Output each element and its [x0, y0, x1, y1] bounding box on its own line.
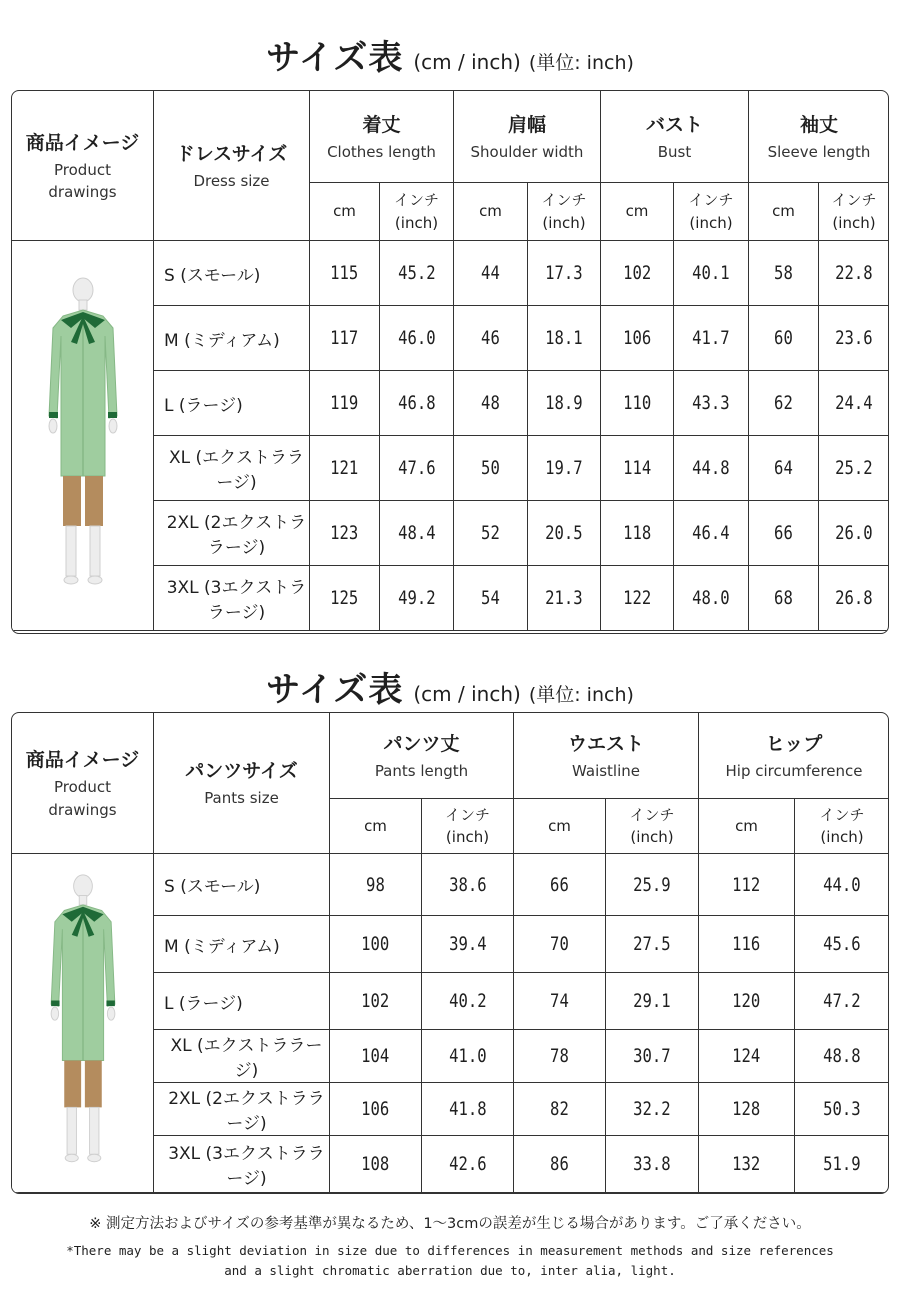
- value: 120: [732, 990, 761, 1012]
- value-cell: [310, 306, 380, 371]
- value: 45.2: [397, 262, 436, 284]
- value-cell: [749, 371, 819, 436]
- header-jp: ヒップ: [765, 732, 823, 755]
- value-cell: [795, 854, 889, 916]
- value-cell: [674, 566, 749, 631]
- value: 44.8: [692, 457, 730, 479]
- value: 102: [622, 262, 652, 284]
- size-label-cell: [154, 973, 330, 1030]
- value-cell: [454, 501, 528, 566]
- value-cell: [674, 306, 749, 371]
- value: 23.6: [835, 327, 873, 349]
- value: 26.8: [835, 587, 873, 609]
- value-cell: [749, 436, 819, 501]
- value-cell: [422, 916, 514, 973]
- value: 50.3: [823, 1098, 861, 1120]
- value-cell: [310, 436, 380, 501]
- size-label-cell: [154, 306, 310, 371]
- unit-cm: cm: [333, 202, 356, 221]
- value: 106: [622, 327, 652, 349]
- value-cell: [749, 241, 819, 306]
- value-cell: [795, 973, 889, 1030]
- unit-cm: cm: [625, 202, 649, 221]
- value-cell: [749, 306, 819, 371]
- title-main: サイズ表: [266, 670, 404, 710]
- header-size: [154, 91, 310, 241]
- header-jp: パンツ丈: [383, 732, 460, 755]
- value-cell: [380, 241, 454, 306]
- value: 25.9: [633, 873, 671, 896]
- value-cell: [454, 241, 528, 306]
- value: 125: [330, 587, 359, 609]
- value: 82: [550, 1098, 569, 1120]
- size-label-cell: [154, 566, 310, 631]
- unit-inch-en: (inch): [394, 213, 439, 232]
- value-cell: [795, 916, 889, 973]
- size-label: M (ミディアム): [164, 330, 280, 351]
- header-jp: 着丈: [362, 113, 401, 136]
- unit-cm: cm: [364, 816, 387, 835]
- product-image: [33, 276, 133, 596]
- size-chart-title-2: [0, 662, 900, 711]
- header-jp: パンツサイズ: [185, 760, 298, 783]
- value-cell: [380, 371, 454, 436]
- value-cell: [674, 241, 749, 306]
- value-cell: [330, 1030, 422, 1083]
- size-label: 3XL (3エクストララージ): [168, 1144, 325, 1189]
- header-en: drawings: [48, 800, 117, 819]
- value: 64: [774, 457, 793, 479]
- value-cell: [528, 566, 601, 631]
- header-measure-1: [514, 713, 699, 799]
- value-cell: [601, 436, 674, 501]
- value-cell: [310, 566, 380, 631]
- dress-size-table: [11, 90, 889, 634]
- header-jp: 袖丈: [799, 113, 838, 136]
- value-cell: [528, 501, 601, 566]
- header-jp: バスト: [645, 113, 703, 136]
- value-cell: [606, 916, 699, 973]
- value: 115: [330, 262, 359, 284]
- header-measure-0: [310, 91, 454, 183]
- size-label: XL (エクストララージ): [169, 448, 304, 493]
- unit-inch-en: (inch): [820, 828, 864, 846]
- value-cell: [819, 566, 889, 631]
- product-image-cell: [12, 854, 154, 1193]
- value: 49.2: [397, 587, 436, 609]
- size-label: L (ラージ): [164, 395, 243, 416]
- value: 44: [481, 262, 500, 284]
- value-cell: [601, 566, 674, 631]
- value-cell: [422, 1083, 514, 1136]
- value: 108: [361, 1153, 390, 1175]
- value-cell: [310, 241, 380, 306]
- value-cell: [749, 501, 819, 566]
- value-cell: [699, 1136, 795, 1193]
- value-cell: [601, 241, 674, 306]
- header-en: Pants size: [204, 789, 279, 808]
- header-unit-inch: [674, 183, 749, 241]
- value: 33.8: [633, 1153, 671, 1175]
- unit-inch-en: (inch): [542, 213, 586, 232]
- header-measure-2: [601, 91, 749, 183]
- value: 17.3: [545, 262, 583, 284]
- value: 47.6: [397, 457, 436, 479]
- value: 26.0: [835, 522, 873, 544]
- value-cell: [514, 1083, 606, 1136]
- value: 102: [361, 990, 390, 1012]
- value: 48.8: [823, 1045, 861, 1067]
- size-label: 3XL (3エクストララージ): [166, 578, 307, 623]
- unit-inch-jp: インチ: [393, 191, 439, 209]
- value: 20.5: [545, 522, 583, 544]
- value-cell: [514, 1030, 606, 1083]
- header-unit-cm: [514, 799, 606, 854]
- value-cell: [514, 973, 606, 1030]
- value-cell: [699, 1083, 795, 1136]
- value: 48: [481, 392, 500, 414]
- value: 132: [732, 1153, 761, 1175]
- product-image-cell: [12, 241, 154, 631]
- value-cell: [422, 973, 514, 1030]
- value-cell: [601, 501, 674, 566]
- value: 124: [732, 1045, 761, 1067]
- value: 29.1: [633, 990, 671, 1012]
- value-cell: [454, 306, 528, 371]
- value-cell: [699, 973, 795, 1030]
- value-cell: [528, 371, 601, 436]
- value-cell: [819, 306, 889, 371]
- value-cell: [795, 1030, 889, 1083]
- product-image: [33, 873, 133, 1173]
- size-label-cell: [154, 916, 330, 973]
- title-main: サイズ表: [266, 38, 404, 78]
- header-jp: 肩幅: [507, 113, 546, 136]
- value-cell: [674, 436, 749, 501]
- value-cell: [699, 1030, 795, 1083]
- value: 46: [481, 327, 500, 349]
- value-cell: [749, 566, 819, 631]
- value: 98: [366, 873, 385, 896]
- value: 41.7: [692, 327, 730, 349]
- value: 42.6: [448, 1153, 487, 1175]
- value-cell: [514, 1136, 606, 1193]
- header-jp: 商品イメージ: [25, 131, 140, 154]
- value-cell: [795, 1136, 889, 1193]
- header-measure-0: [330, 713, 514, 799]
- value: 118: [622, 522, 652, 544]
- value-cell: [330, 973, 422, 1030]
- header-size: [154, 713, 330, 854]
- value-cell: [528, 241, 601, 306]
- value: 48.4: [397, 522, 436, 544]
- title-unit: (cm / inch): [413, 50, 521, 74]
- header-unit-inch: [422, 799, 514, 854]
- size-label-cell: [154, 371, 310, 436]
- title-unit-note: (単位: inch): [528, 52, 634, 74]
- value: 43.3: [692, 392, 730, 414]
- value-cell: [422, 854, 514, 916]
- header-unit-cm: [310, 183, 380, 241]
- value-cell: [454, 566, 528, 631]
- value: 18.9: [545, 392, 583, 414]
- value: 21.3: [545, 587, 583, 609]
- value: 106: [361, 1098, 390, 1120]
- header-unit-cm: [749, 183, 819, 241]
- value-cell: [795, 1083, 889, 1136]
- unit-inch-en: (inch): [689, 213, 733, 232]
- value: 41.8: [448, 1098, 487, 1120]
- value: 100: [361, 933, 390, 955]
- header-unit-cm: [454, 183, 528, 241]
- value: 112: [732, 873, 761, 896]
- value: 128: [732, 1098, 761, 1120]
- header-unit-cm: [601, 183, 674, 241]
- size-label-cell: [154, 1030, 330, 1083]
- unit-inch-jp: インチ: [688, 191, 734, 209]
- value: 22.8: [835, 262, 873, 284]
- header-en: Sleeve length: [767, 142, 871, 161]
- header-jp: 商品イメージ: [25, 749, 140, 771]
- size-chart-title-1: [0, 30, 900, 79]
- value-cell: [601, 371, 674, 436]
- value: 32.2: [633, 1098, 671, 1120]
- value-cell: [310, 371, 380, 436]
- disclaimer-en: [0, 1241, 900, 1281]
- value: 58: [774, 262, 793, 284]
- value-cell: [330, 916, 422, 973]
- value: 66: [774, 522, 793, 544]
- value-cell: [528, 306, 601, 371]
- header-unit-inch: [528, 183, 601, 241]
- unit-cm: cm: [772, 202, 795, 221]
- value: 25.2: [835, 457, 873, 479]
- value: 121: [330, 457, 359, 479]
- header-product-drawings: [12, 91, 154, 241]
- value-cell: [674, 371, 749, 436]
- value: 24.4: [835, 392, 873, 414]
- size-label: L (ラージ): [164, 993, 243, 1014]
- value-cell: [380, 306, 454, 371]
- value: 52: [481, 522, 500, 544]
- size-label-cell: [154, 436, 310, 501]
- size-label: S (スモール): [164, 877, 261, 897]
- value: 46.8: [397, 392, 436, 414]
- header-jp: ドレスサイズ: [175, 142, 288, 165]
- value-cell: [528, 436, 601, 501]
- header-jp: ウエスト: [567, 732, 644, 755]
- header-en: Dress size: [193, 171, 270, 190]
- value: 41.0: [448, 1045, 487, 1067]
- value-cell: [454, 436, 528, 501]
- value-cell: [330, 1136, 422, 1193]
- value: 19.7: [545, 457, 583, 479]
- value-cell: [422, 1030, 514, 1083]
- unit-inch-jp: インチ: [831, 191, 877, 209]
- value: 104: [361, 1045, 390, 1067]
- value: 119: [330, 392, 359, 414]
- pants-size-table: [11, 712, 889, 1194]
- header-unit-cm: [699, 799, 795, 854]
- title-unit: (cm / inch): [413, 682, 521, 706]
- header-en: Shoulder width: [470, 142, 584, 161]
- value: 38.6: [448, 873, 487, 896]
- value-cell: [380, 566, 454, 631]
- unit-inch-jp: インチ: [541, 191, 587, 209]
- value: 40.1: [692, 262, 730, 284]
- value: 40.2: [448, 990, 487, 1012]
- unit-inch-en: (inch): [630, 828, 674, 846]
- value-cell: [606, 1030, 699, 1083]
- value-cell: [699, 916, 795, 973]
- size-label-cell: [154, 1136, 330, 1193]
- size-label: XL (エクストララージ): [170, 1036, 323, 1081]
- value: 48.0: [692, 587, 730, 609]
- value: 123: [330, 522, 359, 544]
- value-cell: [514, 916, 606, 973]
- value: 39.4: [448, 933, 487, 955]
- value-cell: [699, 854, 795, 916]
- value-cell: [819, 501, 889, 566]
- value: 86: [550, 1153, 569, 1175]
- value: 47.2: [823, 990, 861, 1012]
- header-en: Pants length: [374, 761, 469, 780]
- disclaimer-en-line1: *There may be a slight deviation in size due to differences in measurement methods and size references: [66, 1243, 834, 1258]
- value-cell: [514, 854, 606, 916]
- value: 54: [481, 587, 500, 609]
- value-cell: [310, 501, 380, 566]
- value: 78: [550, 1045, 569, 1067]
- value: 44.0: [823, 873, 861, 896]
- value: 117: [330, 327, 359, 349]
- unit-inch-jp: インチ: [819, 805, 865, 824]
- value: 68: [774, 587, 793, 609]
- header-en: Hip circumference: [725, 761, 863, 780]
- header-product-drawings: [12, 713, 154, 854]
- value: 46.4: [692, 522, 730, 544]
- size-label: M (ミディアム): [164, 936, 280, 957]
- header-unit-cm: [330, 799, 422, 854]
- size-label-cell: [154, 854, 330, 916]
- header-en: Product: [54, 778, 111, 796]
- size-label-cell: [154, 241, 310, 306]
- value: 60: [774, 327, 793, 349]
- value-cell: [601, 306, 674, 371]
- size-label-cell: [154, 501, 310, 566]
- disclaimer-en-line2: and a slight chromatic aberration due to, inter alia, light.: [224, 1263, 676, 1278]
- unit-cm: cm: [548, 816, 571, 835]
- value-cell: [330, 854, 422, 916]
- disclaimer-jp: ※ 測定方法およびサイズの参考基準が異なるため、1〜3cmの誤差が生じる場合があります。ご了承ください。: [89, 1216, 811, 1232]
- unit-inch-en: (inch): [832, 213, 876, 232]
- unit-cm: cm: [479, 202, 502, 221]
- header-unit-inch: [606, 799, 699, 854]
- header-en: Clothes length: [327, 142, 436, 161]
- value: 46.0: [397, 327, 436, 349]
- value: 116: [732, 933, 761, 955]
- value: 114: [622, 457, 652, 479]
- header-unit-inch: [380, 183, 454, 241]
- value: 45.6: [823, 933, 861, 955]
- size-label: 2XL (2エクストララージ): [166, 513, 307, 558]
- header-measure-1: [454, 91, 601, 183]
- header-measure-3: [749, 91, 889, 183]
- value-cell: [454, 371, 528, 436]
- value-cell: [819, 436, 889, 501]
- value: 27.5: [633, 933, 671, 955]
- unit-cm: cm: [735, 816, 758, 835]
- value-cell: [380, 501, 454, 566]
- size-label: 2XL (2エクストララージ): [168, 1089, 325, 1134]
- value: 50: [481, 457, 500, 479]
- value: 70: [550, 933, 569, 955]
- header-en: Product: [54, 160, 111, 179]
- title-unit-note: (単位: inch): [528, 684, 634, 706]
- value: 66: [550, 873, 569, 896]
- value-cell: [606, 1136, 699, 1193]
- value-cell: [819, 241, 889, 306]
- value-cell: [674, 501, 749, 566]
- size-label-cell: [154, 1083, 330, 1136]
- unit-inch-en: (inch): [445, 828, 490, 846]
- size-label: S (スモール): [164, 265, 261, 286]
- value: 122: [622, 587, 652, 609]
- value: 30.7: [633, 1045, 671, 1067]
- value-cell: [380, 436, 454, 501]
- header-unit-inch: [795, 799, 889, 854]
- value-cell: [606, 854, 699, 916]
- value-cell: [819, 371, 889, 436]
- value-cell: [422, 1136, 514, 1193]
- value: 62: [774, 392, 793, 414]
- value: 51.9: [823, 1153, 861, 1175]
- value: 110: [622, 392, 652, 414]
- unit-inch-jp: インチ: [444, 805, 490, 824]
- header-unit-inch: [819, 183, 889, 241]
- header-measure-2: [699, 713, 889, 799]
- value-cell: [606, 973, 699, 1030]
- header-en: Bust: [657, 142, 692, 161]
- header-en: drawings: [48, 183, 117, 201]
- value: 74: [550, 990, 569, 1012]
- unit-inch-jp: インチ: [629, 805, 675, 824]
- value: 18.1: [545, 327, 583, 349]
- value-cell: [606, 1083, 699, 1136]
- value-cell: [330, 1083, 422, 1136]
- header-en: Waistline: [572, 761, 640, 780]
